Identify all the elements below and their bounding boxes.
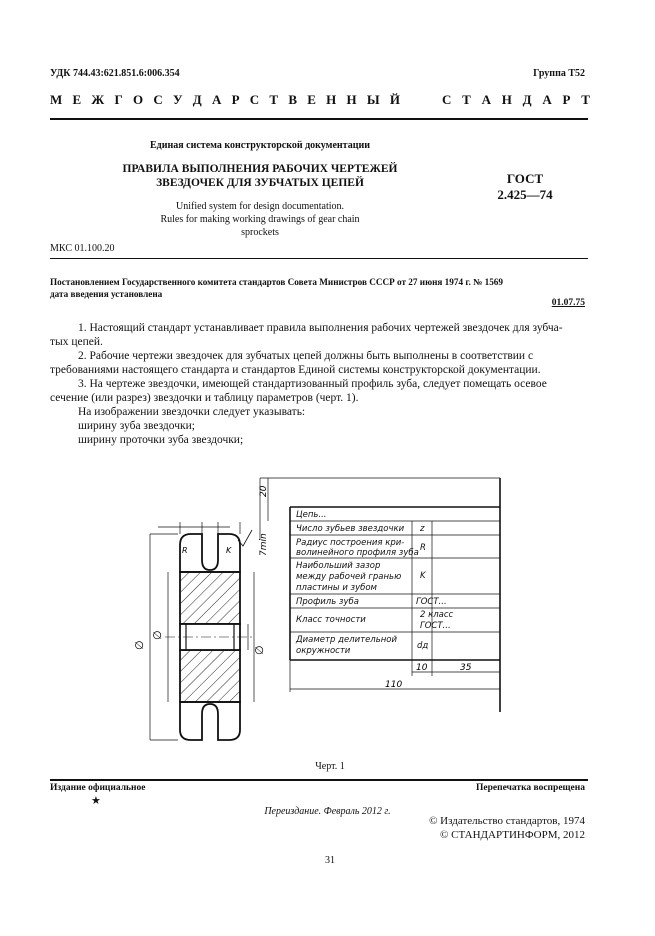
dim-10: 10 [416,663,428,673]
english-title-line-2: Rules for making working drawings of gear chain [160,214,360,225]
dim-35: 35 [460,663,472,673]
reprint-prohibited: Перепечатка воспрещена [475,783,585,793]
title-rule [50,258,588,259]
copyright-2012: © СТАНДАРТИНФОРМ, 2012 [440,829,585,841]
lower-body-hatch [180,650,240,702]
row-gap: Наибольший зазор [296,561,381,571]
reissue-note: Переиздание. Февраль 2012 г. [264,806,391,817]
banner-letter: А [542,92,552,107]
banner-letter: Т [269,92,279,107]
system-name: Единая система конструкторской документации [150,140,370,151]
row-teeth: Число зубьев звездочки [296,524,405,534]
banner-letter: Р [562,92,571,107]
banner-letter: Т [462,92,471,107]
banner-letter: Е [72,92,82,107]
row-accuracy-value: 2 класс [420,610,454,620]
banner-letter: Т [581,92,590,107]
interstate-standard-banner [50,92,590,108]
paragraph-3-cont: сечение (или разрез) звездочки и таблицу параметров (черт. 1). [50,392,359,404]
banner-left [50,92,400,108]
row-teeth-symbol: z [420,524,425,534]
banner-letter: А [481,92,491,107]
row-gap-3: пластины и зубом [296,583,377,593]
dim-20: 20 [259,485,269,497]
gost-label: ГОСТ [506,171,544,186]
banner-letter: Д [192,92,202,107]
english-title-line-3: sprockets [241,227,279,238]
gost-number: 2.425—74 [497,187,553,202]
footer-rule [50,779,588,781]
paragraph-5: ширину зуба звездочки; [78,420,195,432]
banner-letter: Н [346,92,357,107]
row-accuracy: Класс точности [296,615,366,625]
radius-label: R [182,546,188,555]
upper-body-hatch [180,572,240,624]
banner-right [442,92,590,108]
banner-letter: А [211,92,222,107]
copyright-1974: © Издательство стандартов, 1974 [429,815,585,827]
star-icon: ★ [91,795,101,807]
banner-letter: Д [522,92,532,107]
banner-letter: В [288,92,297,107]
sprocket-drawing [130,450,520,762]
row-radius-2: волинейного профиля зуба [296,548,419,558]
row-chain: Цепь... [296,510,327,520]
banner-letter: Е [307,92,316,107]
row-gap-2: между рабочей гранью [296,572,402,582]
english-title-line-1: Unified system for design documentation. [175,201,345,212]
slot-label: K [226,546,232,555]
udk-code: УДК 744.43:621.851.6:006.354 [50,68,180,79]
paragraph-2-cont: требованиями настоящего стандарта и стандартов Единой системы конструкторской документации. [50,364,541,376]
row-pitch-diameter-symbol: dд [417,641,429,651]
paragraph-2: 2. Рабочие чертежи звездочек для зубчатых цепей должны быть выполнены в соответствии с [78,350,534,362]
banner-letter: У [173,92,183,107]
page-number: 31 [325,855,335,866]
official-edition: Издание официальное [50,783,146,793]
figure-caption: Черт. 1 [315,761,345,772]
banner-letter: С [153,92,163,107]
dim-110: 110 [385,680,403,690]
banner-letter: С [249,92,260,107]
bore-diameter-label: ∅ [253,645,266,655]
hub-diameter-label: ∅ [151,630,164,640]
banner-letter: Й [389,92,400,107]
banner-letter: С [442,92,452,107]
banner-letter: Н [326,92,337,107]
row-radius: Радиус построения кри- [296,538,405,548]
banner-letter: Г [114,92,123,107]
decree-line-2: дата введения установлена [50,289,163,299]
banner-letter: М [50,92,63,107]
banner-letter: Н [501,92,512,107]
paragraph-1: 1. Настоящий стандарт устанавливает правила выполнения рабочих чертежей звездочек для зубча- [78,322,563,334]
width-dimensions [158,522,240,534]
sprocket-section [165,534,255,740]
banner-letter: Ж [91,92,105,107]
title-line-1: ПРАВИЛА ВЫПОЛНЕНИЯ РАБОЧИХ ЧЕРТЕЖЕЙ [122,163,398,175]
bottom-tooth-outline [180,702,240,740]
outer-diameter-label: ∅ [133,640,146,650]
row-pitch-diameter: Диаметр делительной [296,635,398,645]
banner-letter: Ы [366,92,380,107]
decree-line-1: Постановлением Государственного комитета стандартов Совета Министров СССР от 27 июня 1974 г. № 1569 [50,277,503,287]
header-rule [50,118,588,120]
paragraph-4: На изображении звездочки следует указывать: [78,406,306,418]
row-pitch-diameter-2: окружности [296,646,351,656]
row-gap-symbol: K [420,571,426,581]
row-profile: Профиль зуба [296,597,359,607]
effective-date: 01.07.75 [551,298,585,308]
group-code: Группа Т52 [533,68,585,79]
row-profile-value: ГОСТ... [416,597,447,607]
paragraph-3: 3. На чертеже звездочки, имеющей стандартизованный профиль зуба, следует помещать осевое [78,378,547,390]
paragraph-6: ширину проточки зуба звездочки; [78,434,244,446]
mks-code: МКС 01.100.20 [50,243,115,254]
row-accuracy-value-2: ГОСТ... [420,621,451,631]
banner-letter: О [133,92,144,107]
banner-letter: Р [231,92,240,107]
paragraph-1-cont: тых цепей. [50,336,103,348]
title-line-2: ЗВЕЗДОЧЕК ДЛЯ ЗУБЧАТЫХ ЦЕПЕЙ [156,177,364,189]
dim-7min: 7min [259,533,269,556]
row-radius-symbol: R [420,543,426,553]
